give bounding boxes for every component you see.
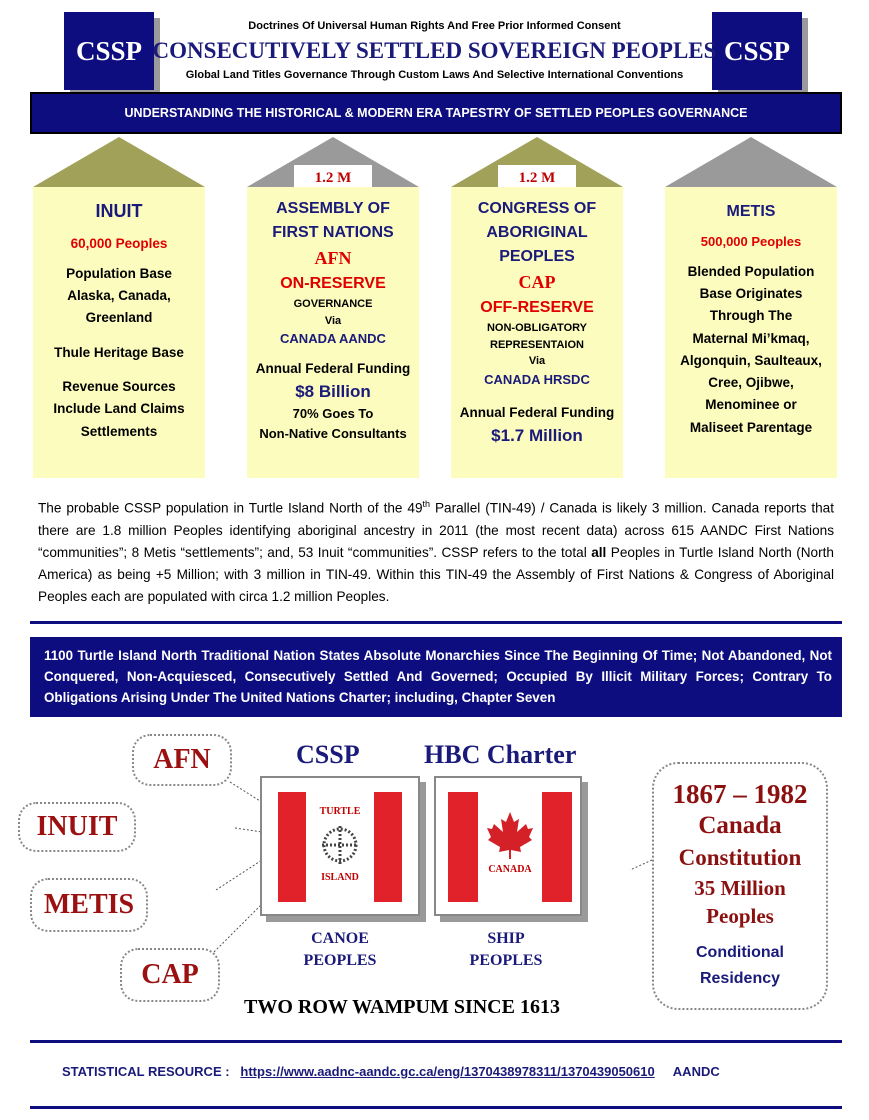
inuit-base-line: Population Base (66, 265, 172, 281)
cap-status: OFF-RESERVE (480, 299, 594, 316)
afn-funding: $8 Billion (295, 381, 371, 401)
cap-name-line: PEOPLES (499, 248, 575, 265)
canoe-peoples-label: CANOE PEOPLES (303, 930, 377, 969)
canada-flag (448, 792, 572, 902)
afn-funding-label: Annual Federal Funding (255, 360, 411, 376)
cssp-flag-heading: CSSP (296, 740, 360, 769)
inuit-heritage: Thule Heritage Base (54, 344, 184, 360)
cap-name-line: ABORIGINAL (486, 224, 588, 241)
population-paragraph: The probable CSSP population in Turtle Island North of the 49th Parallel (TIN-49) / Canada is likely 3 million. Canada reports that there are 1.8 million Peoples identifying aboriginal ancestry in 2011 (the most recent data) across 615 AANDC First Nations “communities”; 8 Metis “settlements”; and, 53 Inuit “communities”. CSSP refers to the total all Peoples in Turtle Island North (North America) as being +5 Million; with 3 million in TIN-49. Within this TIN-49 the Assembly of First Nations & Congress of Aboriginal Peoples each are populated with circa 1.2 million Peoples. (38, 499, 834, 604)
metis-line: Maternal Mi’kmaq, (692, 330, 810, 346)
constitution-canada: Canada (698, 812, 782, 839)
metis-bubble: METIS (30, 878, 148, 932)
canada-flag-label: CANADA (488, 864, 532, 875)
inuit-base-line: Greenland (85, 310, 153, 326)
cap-funding: $1.7 Million (491, 426, 583, 446)
turtle-island-flag (278, 792, 402, 902)
afn-governance: GOVERNANCE (293, 298, 373, 310)
afn-bubble: AFN (132, 734, 232, 786)
inuit-revenue-line: Include Land Claims (53, 401, 185, 417)
header-banner: UNDERSTANDING THE HISTORICAL & MODERN ERA TAPESTRY OF SETTLED PEOPLES GOVERNANCE (30, 92, 842, 134)
afn-note-line: Non-Native Consultants (259, 425, 407, 441)
metis-line: Base Originates (699, 286, 803, 302)
inuit-column (33, 187, 205, 478)
cap-representation-line: NON-OBLIGATORY (486, 322, 587, 334)
constitution-population: 35 Million (694, 876, 786, 900)
island-label: ISLAND (321, 872, 359, 883)
cssp-logo-right: CSSP (712, 12, 802, 90)
cap-column (451, 187, 623, 478)
footer-label: STATISTICAL RESOURCE : (62, 1064, 230, 1079)
hbc-flag-heading: HBC Charter (424, 740, 577, 769)
afn-population-badge: 1.2 M (294, 165, 372, 191)
metis-line: Blended Population (687, 263, 815, 279)
afn-column (247, 187, 419, 478)
inuit-bubble: INUIT (18, 802, 136, 852)
metis-roof (665, 137, 837, 187)
afn-acronym: AFN (314, 248, 352, 268)
cap-via: Via (528, 355, 546, 367)
ship-peoples-label: SHIP PEOPLES (469, 930, 543, 969)
metis-line: Maliseet Parentage (689, 419, 813, 435)
maple-leaf-icon (486, 810, 534, 860)
residency-line: Conditional (696, 944, 784, 961)
cap-representation-line: REPRESENTAION (490, 338, 584, 351)
metis-population: 500,000 Peoples (700, 234, 802, 250)
header-subtitle: Global Land Titles Governance Through Custom Laws And Selective International Conventions (185, 69, 684, 81)
constitution-years: 1867 – 1982 (672, 779, 808, 809)
metis-line: Algonquin, Saulteaux, (680, 352, 822, 368)
metis-line: Cree, Ojibwe, (708, 375, 794, 391)
turtle-island-flag-frame (260, 776, 420, 916)
constitution-peoples: Peoples (706, 904, 774, 928)
metis-line: Through The (709, 308, 793, 324)
divider (30, 1106, 842, 1109)
inuit-revenue-line: Settlements (80, 423, 158, 439)
residency-line: Residency (699, 970, 781, 987)
cap-name-line: CONGRESS OF (477, 200, 597, 217)
afn-name-line: FIRST NATIONS (272, 224, 394, 241)
metis-line: Menominee or (705, 397, 797, 413)
divider (30, 1040, 842, 1043)
cap-acronym: CAP (518, 272, 556, 292)
cap-population-badge: 1.2 M (498, 165, 576, 191)
page-title: CONSECUTIVELY SETTLED SOVEREIGN PEOPLES (152, 38, 717, 63)
turtle-label: TURTLE (319, 806, 361, 817)
constitution-label: Constitution (678, 845, 802, 870)
cap-agency: CANADA HRSDC (484, 371, 590, 387)
divider (30, 621, 842, 624)
inuit-base-line: Alaska, Canada, (67, 288, 171, 304)
footer-source: AANDC (672, 1064, 720, 1079)
inuit-revenue-line: Revenue Sources (62, 379, 176, 395)
footer (62, 1064, 720, 1079)
wampum-caption: TWO ROW WAMPUM SINCE 1613 (244, 996, 560, 1018)
cssp-logo-left: CSSP (64, 12, 154, 90)
cap-bubble: CAP (120, 948, 220, 1002)
canada-constitution-box (652, 762, 828, 1010)
cap-funding-label: Annual Federal Funding (459, 405, 615, 420)
statistical-resource-link[interactable]: https://www.aadnc-aandc.gc.ca/eng/1370438978311/1370439050610 (240, 1064, 655, 1079)
wampum-circle-icon (320, 822, 360, 868)
inuit-population: 60,000 Peoples (70, 235, 168, 251)
nations-statement: 1100 Turtle Island North Traditional Nation States Absolute Monarchies Since The Beginning Of Time; Not Abandoned, Not Conquered, Non-Acquiesced, Consecutively Settled And Governed; Occupied By Illicit Military Forces; Contrary To Obligations Arising Under The United Nations Charter; including, Chapter Seven (30, 637, 842, 717)
header-tagline: Doctrines Of Universal Human Rights And Free Prior Informed Consent (248, 20, 621, 32)
afn-via: Via (324, 314, 342, 327)
canada-flag-frame (434, 776, 582, 916)
afn-name-line: ASSEMBLY OF (276, 200, 390, 217)
inuit-roof (33, 137, 205, 187)
metis-name: METIS (726, 203, 776, 220)
inuit-name: INUIT (95, 201, 143, 221)
afn-status: ON-RESERVE (280, 275, 386, 292)
metis-column (665, 187, 837, 478)
afn-agency: CANADA AANDC (280, 331, 386, 346)
afn-note-line: 70% Goes To (292, 406, 374, 422)
